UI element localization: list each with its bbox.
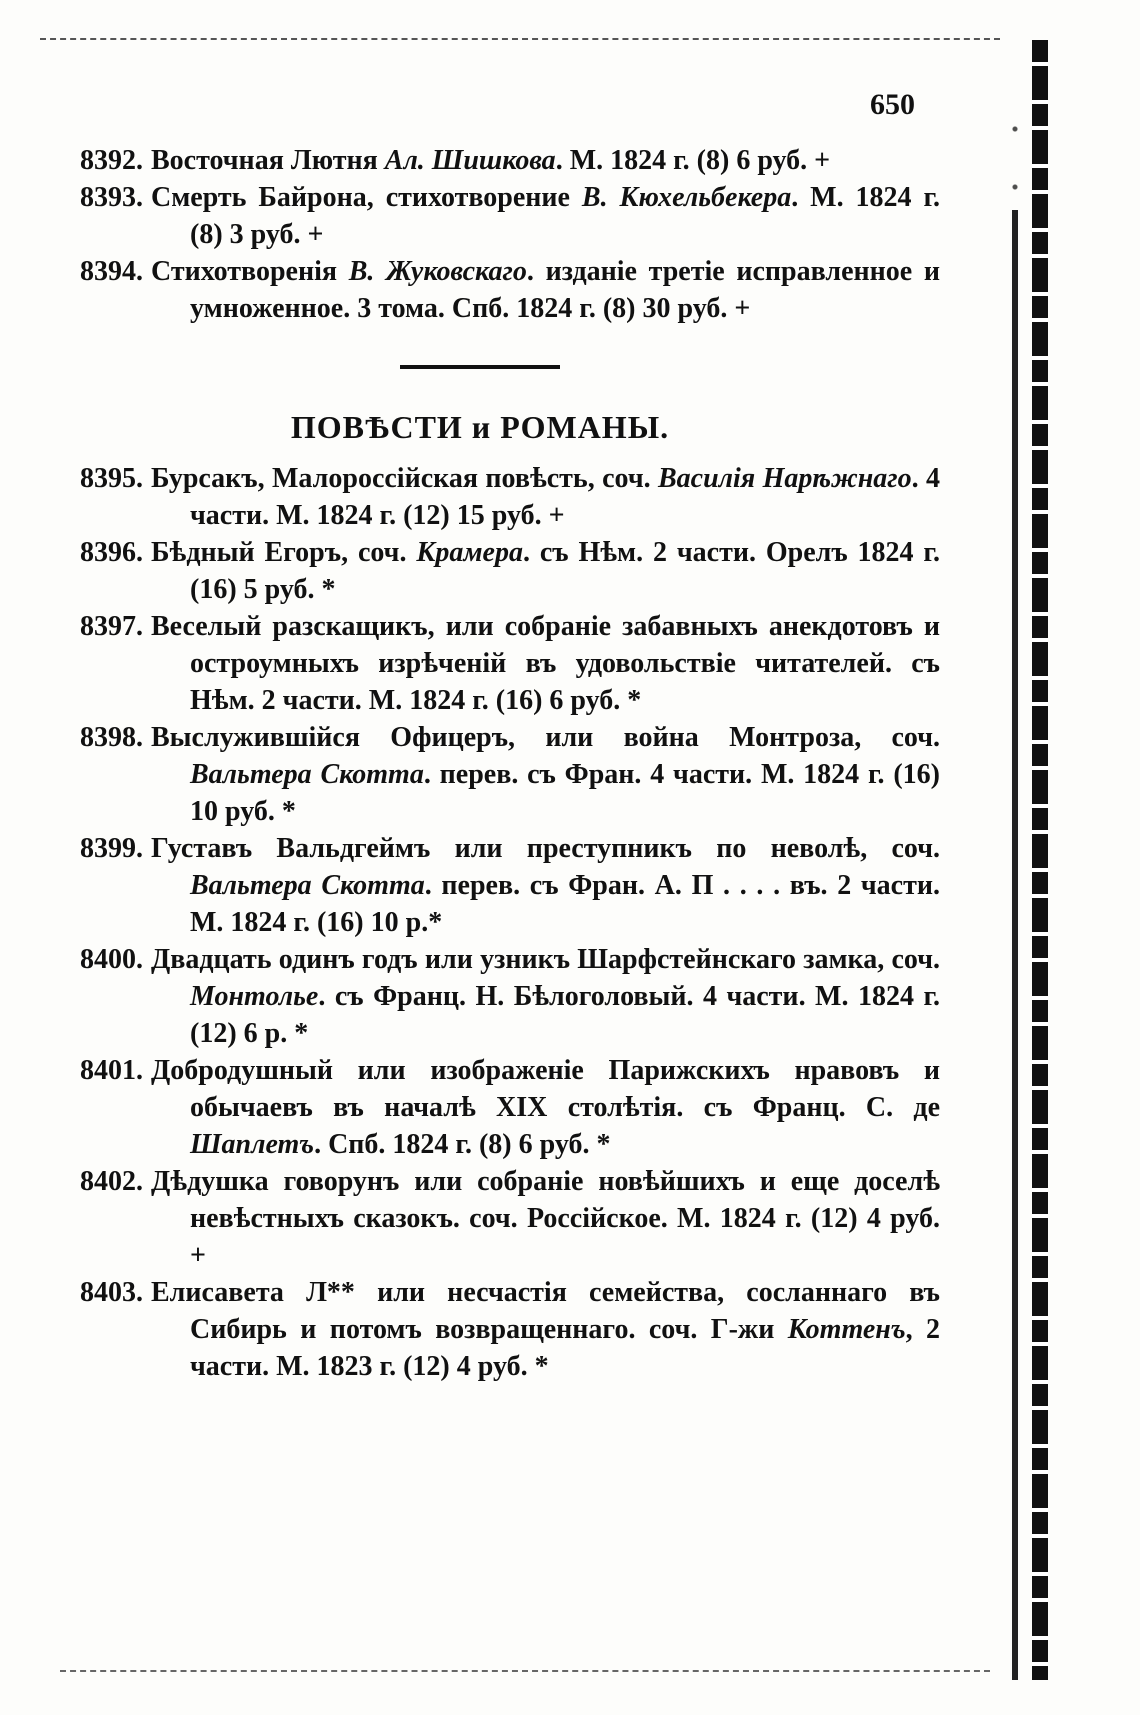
catalog-entry — [80, 719, 940, 830]
entry-number: 8399. — [80, 833, 143, 864]
entry-details: . 4 части. М. 1824 г. (12) 15 руб. + — [190, 463, 940, 531]
entry-author: Вальтера Скотта — [190, 759, 424, 790]
entry-number: 8403. — [80, 1277, 143, 1308]
entry-text: Двадцать одинъ годъ или узникъ Шарфстейнскаго замка, соч. — [151, 944, 940, 975]
entry-details: . съ Франц. Н. Бѣлоголовый. 4 части. М. 1824 г. (12) 6 р. * — [190, 981, 940, 1049]
entry-details: . съ Нѣм. 2 части. Орелъ 1824 г. (16) 5 руб. * — [190, 537, 940, 605]
catalog-entry — [80, 460, 940, 534]
catalog-entry — [80, 179, 940, 253]
entry-text: Бѣдный Егоръ, соч. — [151, 537, 417, 568]
entry-details: . Спб. 1824 г. (8) 6 руб. * — [314, 1129, 611, 1160]
entry-number: 8395. — [80, 463, 143, 494]
entry-author: Василія Нарѣжнаго — [657, 463, 912, 494]
entry-number: 8393. — [80, 182, 143, 213]
entry-text: Смерть Байрона, стихотворение — [151, 182, 582, 213]
entry-details: . М. 1824 г. (8) 3 руб. + — [190, 182, 941, 250]
entry-author: Ал. Шишкова — [384, 145, 556, 176]
entry-author: В. Кюхельбекера — [581, 182, 792, 213]
catalog-entry — [80, 253, 940, 327]
scan-edge-thin-bar — [1012, 210, 1018, 1680]
entry-number: 8398. — [80, 722, 143, 753]
entry-author: Вальтера Скотта — [190, 870, 425, 901]
scan-top-edge — [40, 38, 1000, 40]
entry-details: . перев. съ Фран. А. П . . . . въ. 2 части. М. 1824 г. (16) 10 р.* — [190, 870, 940, 938]
page-number: 650 — [870, 88, 915, 121]
entry-details: , 2 части. М. 1823 г. (12) 4 руб. * — [190, 1314, 940, 1382]
catalog-entry — [80, 1274, 940, 1385]
entry-number: 8397. — [80, 611, 143, 642]
entry-details: . изданіе третіе исправленное и умноженное. 3 тома. Спб. 1824 г. (8) 30 руб. + — [190, 256, 940, 324]
catalog-entry — [80, 941, 940, 1052]
catalog-entry — [80, 1052, 940, 1163]
entry-text: Елисавета Л** или несчастія семейства, сосланнаго въ Сибирь и потомъ возвращеннаго. соч. Г-жи — [151, 1277, 940, 1345]
entry-author: Коттенъ — [787, 1314, 906, 1345]
entry-number: 8392. — [80, 145, 143, 176]
catalog-entry — [80, 608, 940, 719]
section-divider — [400, 365, 560, 369]
entry-number: 8394. — [80, 256, 143, 287]
entry-text: Выслужившійся Офицеръ, или война Монтроза, соч. — [151, 722, 940, 753]
entry-number: 8396. — [80, 537, 143, 568]
entry-text: Дѣдушка говорунъ или собраніе новѣйшихъ и еще доселѣ невѣстныхъ сказокъ. соч. Россійское. М. 1824 г. (12) 4 руб. + — [151, 1166, 940, 1271]
catalog-entry — [80, 830, 940, 941]
entry-text: Восточная Лютня — [151, 145, 385, 176]
entry-author: В. Жуковскаго — [348, 256, 527, 287]
entry-text: Добродушный или изображеніе Парижскихъ нравовъ и обычаевъ въ началѣ XIX столѣтія. съ Франц. С. де — [151, 1055, 940, 1123]
entry-details: . М. 1824 г. (8) 6 руб. + — [555, 145, 831, 176]
catalog-entry — [80, 534, 940, 608]
scan-edge-bar — [1032, 40, 1048, 1680]
catalog-entry — [80, 142, 940, 179]
scan-bottom-edge — [60, 1670, 990, 1672]
entry-text: Густавъ Вальдгеймъ или преступникъ по неволѣ, соч. — [151, 833, 940, 864]
catalog-entries — [80, 142, 940, 1385]
entries-after-section — [80, 460, 940, 1385]
entry-details: . перев. съ Фран. 4 части. М. 1824 г. (16) 10 руб. * — [190, 759, 940, 827]
section-heading: ПОВѢСТИ и РОМАНЫ. — [290, 409, 670, 445]
entry-text: Веселый разскащикъ, или собраніе забавныхъ анекдотовъ и остроумныхъ изрѣченій въ удовольствіе читателей. съ Нѣм. 2 части. М. 1824 г. (16) 6 руб. * — [151, 611, 940, 716]
catalog-entry — [80, 1163, 940, 1274]
entry-number: 8400. — [80, 944, 143, 975]
entry-author: Шаплетъ — [190, 1129, 315, 1160]
entry-author: Крамера — [416, 537, 523, 568]
entries-before-section — [80, 142, 940, 327]
entry-text: Бурсакъ, Малороссійская повѣсть, соч. — [151, 463, 658, 494]
entry-number: 8401. — [80, 1055, 143, 1086]
entry-number: 8402. — [80, 1166, 143, 1197]
entry-author: Монтолье — [190, 981, 319, 1012]
entry-text: Стихотворенія — [151, 256, 349, 287]
